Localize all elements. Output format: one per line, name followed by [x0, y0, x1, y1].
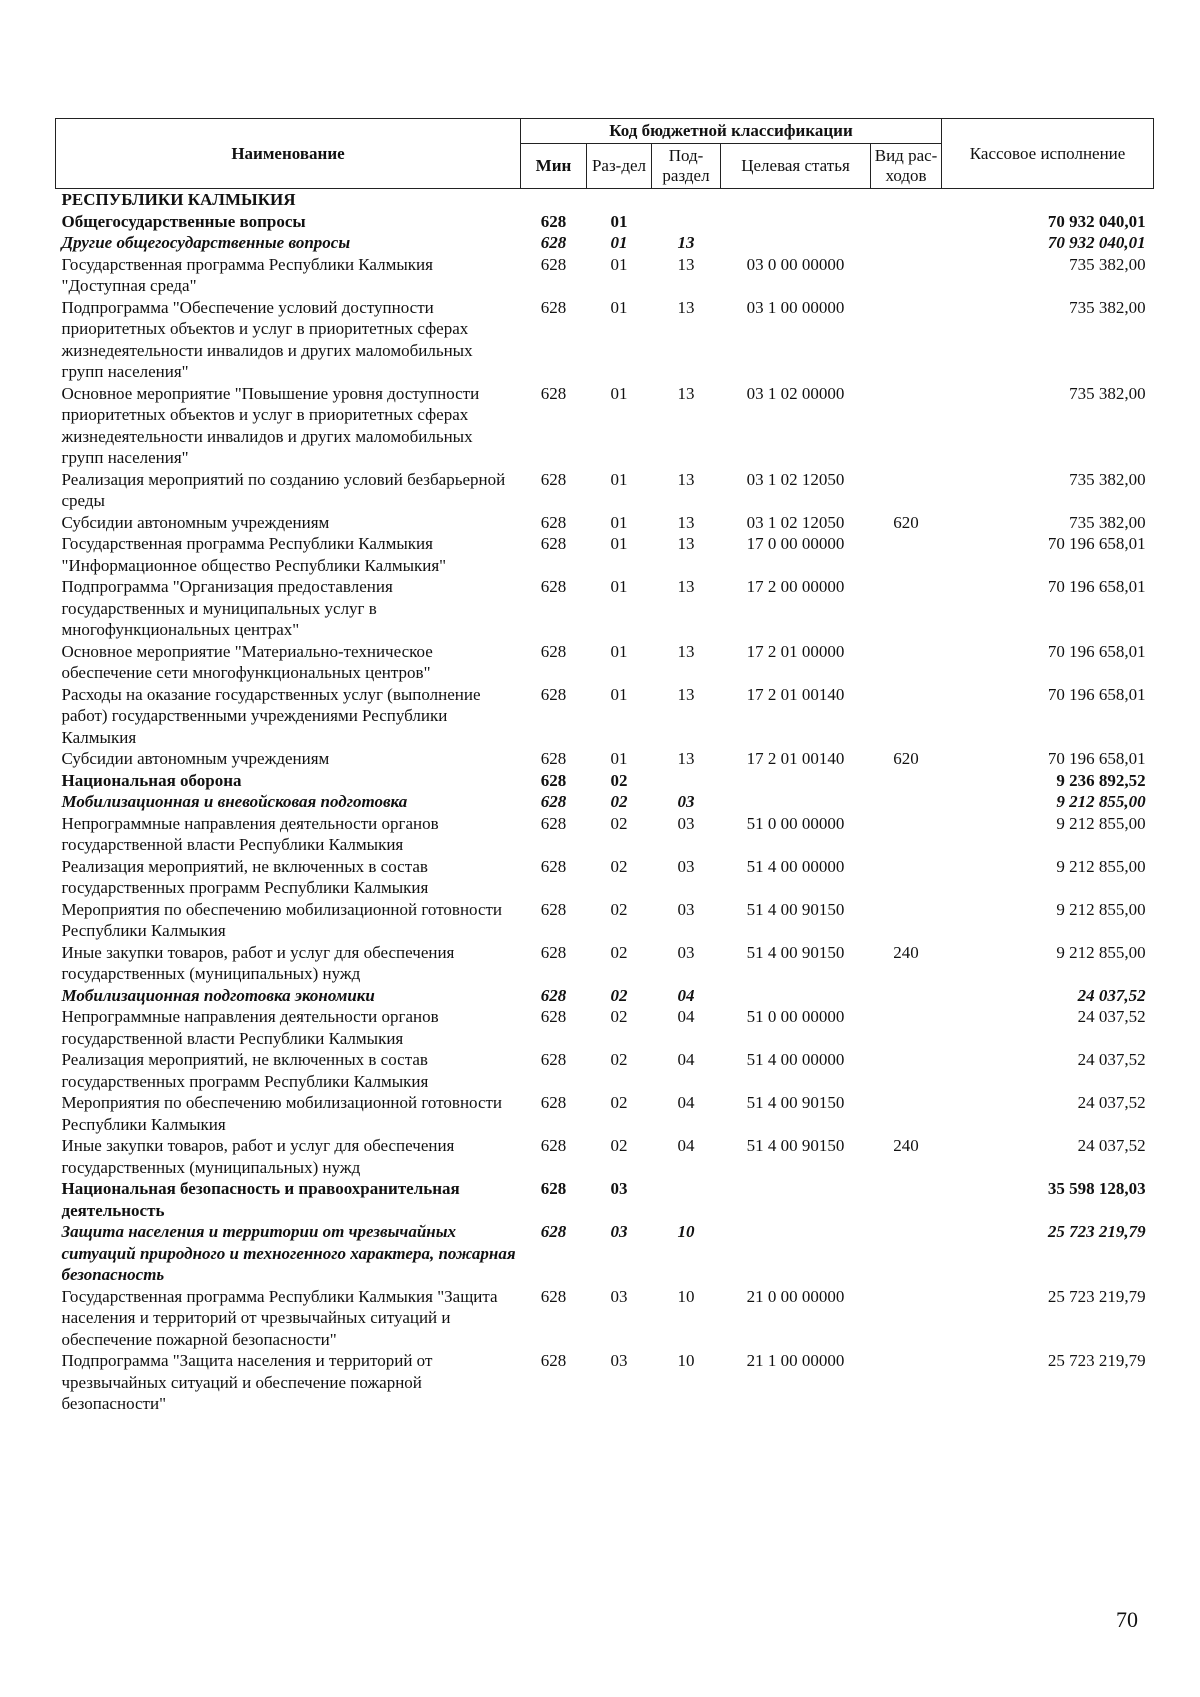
cell-subsection: 03 — [677, 942, 695, 962]
table-row — [56, 533, 1154, 576]
cell-name: Национальная безопасность и правоохранительная деятельность — [61, 1179, 460, 1220]
cell-cash-execution: 24 037,52 — [1077, 1093, 1146, 1112]
table-row — [56, 684, 1154, 749]
cell-expense-type — [871, 232, 942, 254]
cell-section: 02 — [610, 899, 628, 919]
cell-ministry: 628 — [540, 577, 567, 596]
table-row — [56, 576, 1154, 641]
cell-subsection: 13 — [677, 534, 695, 553]
cell-section: 02 — [610, 792, 628, 811]
cell-name: Иные закупки товаров, работ и услуг для обеспечения государственных (муниципальных) нужд — [61, 942, 455, 983]
cell-name: Мобилизационная подготовка экономики — [61, 985, 375, 1005]
page-number: 70 — [1116, 1607, 1138, 1632]
cell-section: 03 — [610, 1351, 628, 1370]
cell-name: Мероприятия по обеспечению мобилизационной готовности Республики Калмыкия — [61, 899, 503, 940]
table-row — [56, 770, 1154, 792]
cell-ministry: 628 — [540, 233, 567, 252]
cell-name: Расходы на оказание государственных услуг (выполнение работ) государственными учреждениями Республики Калмыкия — [61, 684, 481, 747]
cell-name: Защита населения и территории от чрезвычайных ситуаций природного и техногенного характера, пожарная безопасность — [61, 1222, 516, 1284]
cell-subsection — [652, 770, 721, 792]
table-row — [56, 211, 1154, 233]
cell-expense-type — [871, 1350, 942, 1415]
cell-subsection: 10 — [677, 1286, 695, 1306]
cell-expense-type — [871, 1286, 942, 1351]
cell-target-article — [721, 985, 871, 1007]
cell-section: 02 — [610, 770, 628, 790]
cell-target-article: 17 0 00 00000 — [746, 534, 845, 553]
cell-target-article — [721, 791, 871, 813]
cell-expense-type — [871, 813, 942, 856]
cell-target-article — [721, 232, 871, 254]
cell-cash-execution: 70 196 658,01 — [1047, 684, 1146, 704]
cell-ministry: 628 — [540, 1351, 567, 1370]
cell-name: Мобилизационная и вневойсковая подготовка — [61, 792, 408, 811]
cell-section: 02 — [610, 1136, 628, 1155]
cell-subsection: 10 — [677, 1222, 695, 1241]
cell-ministry: 628 — [540, 1136, 567, 1155]
cell-target-article — [721, 189, 871, 211]
cell-section: 02 — [610, 1050, 628, 1069]
cell-subsection — [652, 189, 721, 211]
cell-name: Непрограммные направления деятельности органов государственной власти Республики Калмыкия — [61, 1007, 439, 1048]
cell-cash-execution: 70 196 658,01 — [1047, 641, 1146, 661]
cell-expense-type: 240 — [893, 1136, 919, 1155]
cell-ministry: 628 — [540, 469, 567, 489]
cell-section: 01 — [610, 211, 628, 231]
cell-target-article: 21 1 00 00000 — [746, 1351, 845, 1370]
cell-section: 02 — [610, 1007, 628, 1026]
cell-expense-type — [871, 1049, 942, 1092]
cell-target-article — [721, 1178, 871, 1221]
cell-target-article: 17 2 01 00140 — [746, 749, 845, 768]
cell-ministry: 628 — [540, 211, 567, 231]
cell-expense-type — [871, 469, 942, 512]
cell-target-article: 03 1 00 00000 — [746, 297, 845, 317]
cell-cash-execution — [942, 189, 1154, 211]
cell-expense-type — [871, 254, 942, 297]
cell-ministry: 628 — [540, 534, 567, 553]
cell-ministry: 628 — [540, 1093, 567, 1112]
cell-name: Государственная программа Республики Калмыкия "Информационное общество Республики Калмыкия" — [61, 534, 447, 575]
cell-cash-execution: 24 037,52 — [1077, 1007, 1146, 1026]
cell-name: Реализация мероприятий, не включенных в состав государственных программ Республики Калмыкия — [61, 856, 429, 897]
cell-section: 03 — [610, 1222, 628, 1241]
cell-expense-type — [871, 641, 942, 684]
cell-cash-execution: 735 382,00 — [1069, 254, 1146, 274]
cell-section: 01 — [610, 254, 628, 274]
cell-expense-type — [871, 1178, 942, 1221]
cell-name: Государственная программа Республики Калмыкия "Защита населения и территорий от чрезвычайных ситуаций и обеспечение пожарной безопасности" — [61, 1286, 498, 1349]
cell-subsection: 13 — [677, 512, 695, 532]
cell-section: 01 — [610, 512, 628, 532]
table-row — [56, 1006, 1154, 1049]
cell-target-article: 17 2 01 00140 — [746, 684, 845, 704]
table-row — [56, 791, 1154, 813]
cell-ministry: 628 — [540, 985, 567, 1005]
cell-expense-type — [871, 684, 942, 749]
cell-cash-execution: 25 723 219,79 — [1047, 1351, 1146, 1370]
cell-name: Основное мероприятие "Повышение уровня доступности приоритетных объектов и услуг в приоритетных сферах жизнедеятельности инвалидов и других маломобильных групп населения" — [61, 383, 480, 467]
cell-target-article — [721, 770, 871, 792]
cell-cash-execution: 9 236 892,52 — [1056, 770, 1146, 790]
table-row — [56, 1350, 1154, 1415]
cell-cash-execution: 35 598 128,03 — [1047, 1179, 1146, 1198]
cell-section: 01 — [610, 233, 628, 252]
cell-section: 02 — [610, 942, 628, 962]
table-row — [56, 1221, 1154, 1286]
cell-name: Основное мероприятие "Материально-техническое обеспечение сети многофункциональных центров" — [61, 641, 433, 682]
header-expense-type: Вид рас-ходов — [871, 144, 942, 189]
cell-expense-type — [871, 297, 942, 383]
table-row — [56, 383, 1154, 469]
cell-expense-type — [871, 1221, 942, 1286]
cell-name: РЕСПУБЛИКИ КАЛМЫКИЯ — [61, 190, 296, 209]
cell-subsection: 04 — [677, 985, 695, 1005]
cell-cash-execution: 25 723 219,79 — [1047, 1286, 1146, 1306]
cell-cash-execution: 9 212 855,00 — [1056, 792, 1146, 811]
cell-expense-type — [871, 985, 942, 1007]
cell-cash-execution: 70 932 040,01 — [1047, 233, 1146, 252]
cell-target-article: 17 2 01 00000 — [746, 641, 845, 661]
cell-section: 01 — [610, 684, 628, 704]
cell-section: 01 — [610, 534, 628, 553]
table-row — [56, 748, 1154, 770]
cell-ministry: 628 — [540, 1050, 567, 1069]
header-podrazdel: Под-раздел — [652, 144, 721, 189]
table-row — [56, 813, 1154, 856]
cell-subsection: 13 — [677, 469, 695, 489]
table-body — [56, 189, 1154, 1415]
cell-cash-execution: 9 212 855,00 — [1056, 942, 1146, 962]
cell-ministry: 628 — [540, 792, 567, 811]
budget-table — [55, 118, 1154, 1415]
cell-cash-execution: 24 037,52 — [1077, 985, 1146, 1005]
cell-ministry: 628 — [540, 1007, 567, 1026]
cell-target-article: 03 1 02 00000 — [746, 383, 845, 403]
cell-expense-type — [871, 1092, 942, 1135]
cell-target-article: 03 0 00 00000 — [746, 254, 845, 274]
cell-subsection: 04 — [677, 1007, 695, 1026]
cell-target-article: 51 0 00 00000 — [746, 1007, 845, 1026]
cell-subsection: 10 — [677, 1351, 695, 1370]
cell-subsection: 13 — [677, 233, 695, 252]
cell-target-article: 03 1 02 12050 — [746, 512, 845, 532]
table-row — [56, 1135, 1154, 1178]
table-row — [56, 297, 1154, 383]
cell-cash-execution: 70 196 658,01 — [1047, 749, 1146, 768]
cell-ministry: 628 — [540, 684, 567, 704]
budget-document — [55, 118, 1153, 1415]
table-row — [56, 1049, 1154, 1092]
cell-section: 02 — [610, 813, 628, 833]
cell-expense-type: 620 — [893, 749, 919, 768]
cell-name: Государственная программа Республики Калмыкия "Доступная среда" — [61, 254, 433, 295]
table-row — [56, 1092, 1154, 1135]
cell-target-article: 51 0 00 00000 — [746, 813, 845, 833]
cell-target-article: 51 4 00 90150 — [746, 1136, 845, 1155]
cell-name: Реализация мероприятий по созданию условий безбарьерной среды — [61, 469, 506, 510]
cell-subsection: 13 — [677, 297, 695, 317]
cell-cash-execution: 735 382,00 — [1069, 383, 1146, 403]
cell-name: Подпрограмма "Обеспечение условий доступности приоритетных объектов и услуг в приоритетных сферах жизнедеятельности инвалидов и других маломобильных групп населения" — [61, 297, 473, 381]
cell-expense-type — [871, 899, 942, 942]
cell-name: Иные закупки товаров, работ и услуг для обеспечения государственных (муниципальных) нужд — [61, 1136, 455, 1177]
cell-target-article: 17 2 00 00000 — [746, 577, 845, 596]
cell-ministry: 628 — [540, 749, 567, 768]
cell-ministry — [521, 189, 587, 211]
cell-ministry: 628 — [540, 899, 567, 919]
cell-ministry: 628 — [540, 641, 567, 661]
cell-name: Национальная оборона — [61, 770, 242, 790]
cell-name: Подпрограмма "Организация предоставления государственных и муниципальных услуг в многофункциональных центрах" — [61, 577, 393, 639]
cell-expense-type: 620 — [893, 512, 919, 532]
cell-subsection: 03 — [677, 899, 695, 919]
cell-target-article: 21 0 00 00000 — [746, 1286, 845, 1306]
cell-subsection — [652, 1178, 721, 1221]
cell-subsection: 13 — [677, 577, 695, 596]
cell-name: Субсидии автономным учреждениям — [61, 749, 330, 768]
cell-target-article: 51 4 00 90150 — [746, 942, 845, 962]
cell-cash-execution: 70 196 658,01 — [1047, 577, 1146, 596]
table-row — [56, 899, 1154, 942]
cell-section: 01 — [610, 749, 628, 768]
cell-target-article: 51 4 00 00000 — [746, 856, 845, 876]
cell-section: 02 — [610, 1093, 628, 1112]
cell-target-article: 51 4 00 00000 — [746, 1050, 845, 1069]
cell-ministry: 628 — [540, 383, 567, 403]
cell-expense-type — [871, 770, 942, 792]
cell-expense-type — [871, 791, 942, 813]
table-row — [56, 254, 1154, 297]
cell-subsection: 03 — [677, 792, 695, 811]
table-row — [56, 232, 1154, 254]
cell-subsection: 13 — [677, 383, 695, 403]
header-name: Наименование — [56, 119, 521, 189]
table-header — [56, 119, 1154, 189]
cell-expense-type — [871, 576, 942, 641]
cell-expense-type — [871, 189, 942, 211]
cell-cash-execution: 9 212 855,00 — [1056, 813, 1146, 833]
table-row — [56, 189, 1154, 211]
cell-cash-execution: 24 037,52 — [1077, 1136, 1146, 1155]
header-razdel: Раз-дел — [587, 144, 652, 189]
header-sum: Кассовое исполнение — [942, 119, 1154, 189]
cell-ministry: 628 — [540, 856, 567, 876]
table-row — [56, 1286, 1154, 1351]
table-row — [56, 641, 1154, 684]
cell-cash-execution: 70 196 658,01 — [1047, 534, 1146, 553]
cell-subsection: 13 — [677, 641, 695, 661]
cell-ministry: 628 — [540, 942, 567, 962]
cell-subsection: 04 — [677, 1093, 695, 1112]
cell-cash-execution: 735 382,00 — [1069, 297, 1146, 317]
cell-cash-execution: 70 932 040,01 — [1047, 211, 1146, 231]
cell-name: Непрограммные направления деятельности органов государственной власти Республики Калмыкия — [61, 813, 439, 854]
header-kbk: Код бюджетной классификации — [521, 119, 942, 144]
cell-subsection: 03 — [677, 813, 695, 833]
cell-cash-execution: 735 382,00 — [1069, 469, 1146, 489]
cell-cash-execution: 25 723 219,79 — [1047, 1222, 1146, 1241]
cell-section: 03 — [610, 1286, 628, 1306]
cell-name: Реализация мероприятий, не включенных в состав государственных программ Республики Калмыкия — [61, 1050, 429, 1091]
cell-target-article: 51 4 00 90150 — [746, 899, 845, 919]
cell-cash-execution: 9 212 855,00 — [1056, 856, 1146, 876]
cell-ministry: 628 — [540, 1286, 567, 1306]
cell-subsection: 04 — [677, 1136, 695, 1155]
cell-expense-type — [871, 856, 942, 899]
table-row — [56, 942, 1154, 985]
cell-section: 01 — [610, 577, 628, 596]
cell-name: Субсидии автономным учреждениям — [61, 512, 330, 532]
cell-expense-type: 240 — [893, 942, 919, 962]
header-target-article: Целевая статья — [721, 144, 871, 189]
cell-name: Общегосударственные вопросы — [61, 211, 306, 231]
cell-section: 02 — [610, 856, 628, 876]
header-min: Мин — [521, 144, 587, 189]
cell-expense-type — [871, 1006, 942, 1049]
cell-subsection — [652, 211, 721, 233]
cell-section — [587, 189, 652, 211]
cell-subsection: 13 — [677, 684, 695, 704]
cell-ministry: 628 — [540, 297, 567, 317]
cell-target-article — [721, 1221, 871, 1286]
cell-ministry: 628 — [540, 1179, 567, 1198]
cell-ministry: 628 — [540, 512, 567, 532]
table-row — [56, 1178, 1154, 1221]
cell-subsection: 13 — [677, 749, 695, 768]
cell-cash-execution: 735 382,00 — [1069, 512, 1146, 532]
cell-expense-type — [871, 533, 942, 576]
cell-section: 01 — [610, 641, 628, 661]
table-row — [56, 512, 1154, 534]
table-row — [56, 985, 1154, 1007]
cell-section: 01 — [610, 297, 628, 317]
cell-section: 01 — [610, 469, 628, 489]
cell-name: Другие общегосударственные вопросы — [61, 233, 351, 252]
cell-ministry: 628 — [540, 1222, 567, 1241]
table-row — [56, 469, 1154, 512]
cell-subsection: 04 — [677, 1050, 695, 1069]
cell-cash-execution: 24 037,52 — [1077, 1050, 1146, 1069]
cell-expense-type — [871, 383, 942, 469]
cell-section: 02 — [610, 985, 628, 1005]
cell-ministry: 628 — [540, 813, 567, 833]
cell-cash-execution: 9 212 855,00 — [1056, 899, 1146, 919]
cell-name: Подпрограмма "Защита населения и территорий от чрезвычайных ситуаций и обеспечение пожарной безопасности" — [61, 1351, 433, 1413]
cell-expense-type — [871, 211, 942, 233]
cell-section: 01 — [610, 383, 628, 403]
table-row — [56, 856, 1154, 899]
cell-ministry: 628 — [540, 254, 567, 274]
cell-target-article: 51 4 00 90150 — [746, 1093, 845, 1112]
cell-section: 03 — [610, 1179, 628, 1198]
cell-name: Мероприятия по обеспечению мобилизационной готовности Республики Калмыкия — [61, 1093, 503, 1134]
cell-target-article: 03 1 02 12050 — [746, 469, 845, 489]
cell-ministry: 628 — [540, 770, 567, 790]
cell-target-article — [721, 211, 871, 233]
cell-subsection: 03 — [677, 856, 695, 876]
cell-subsection: 13 — [677, 254, 695, 274]
